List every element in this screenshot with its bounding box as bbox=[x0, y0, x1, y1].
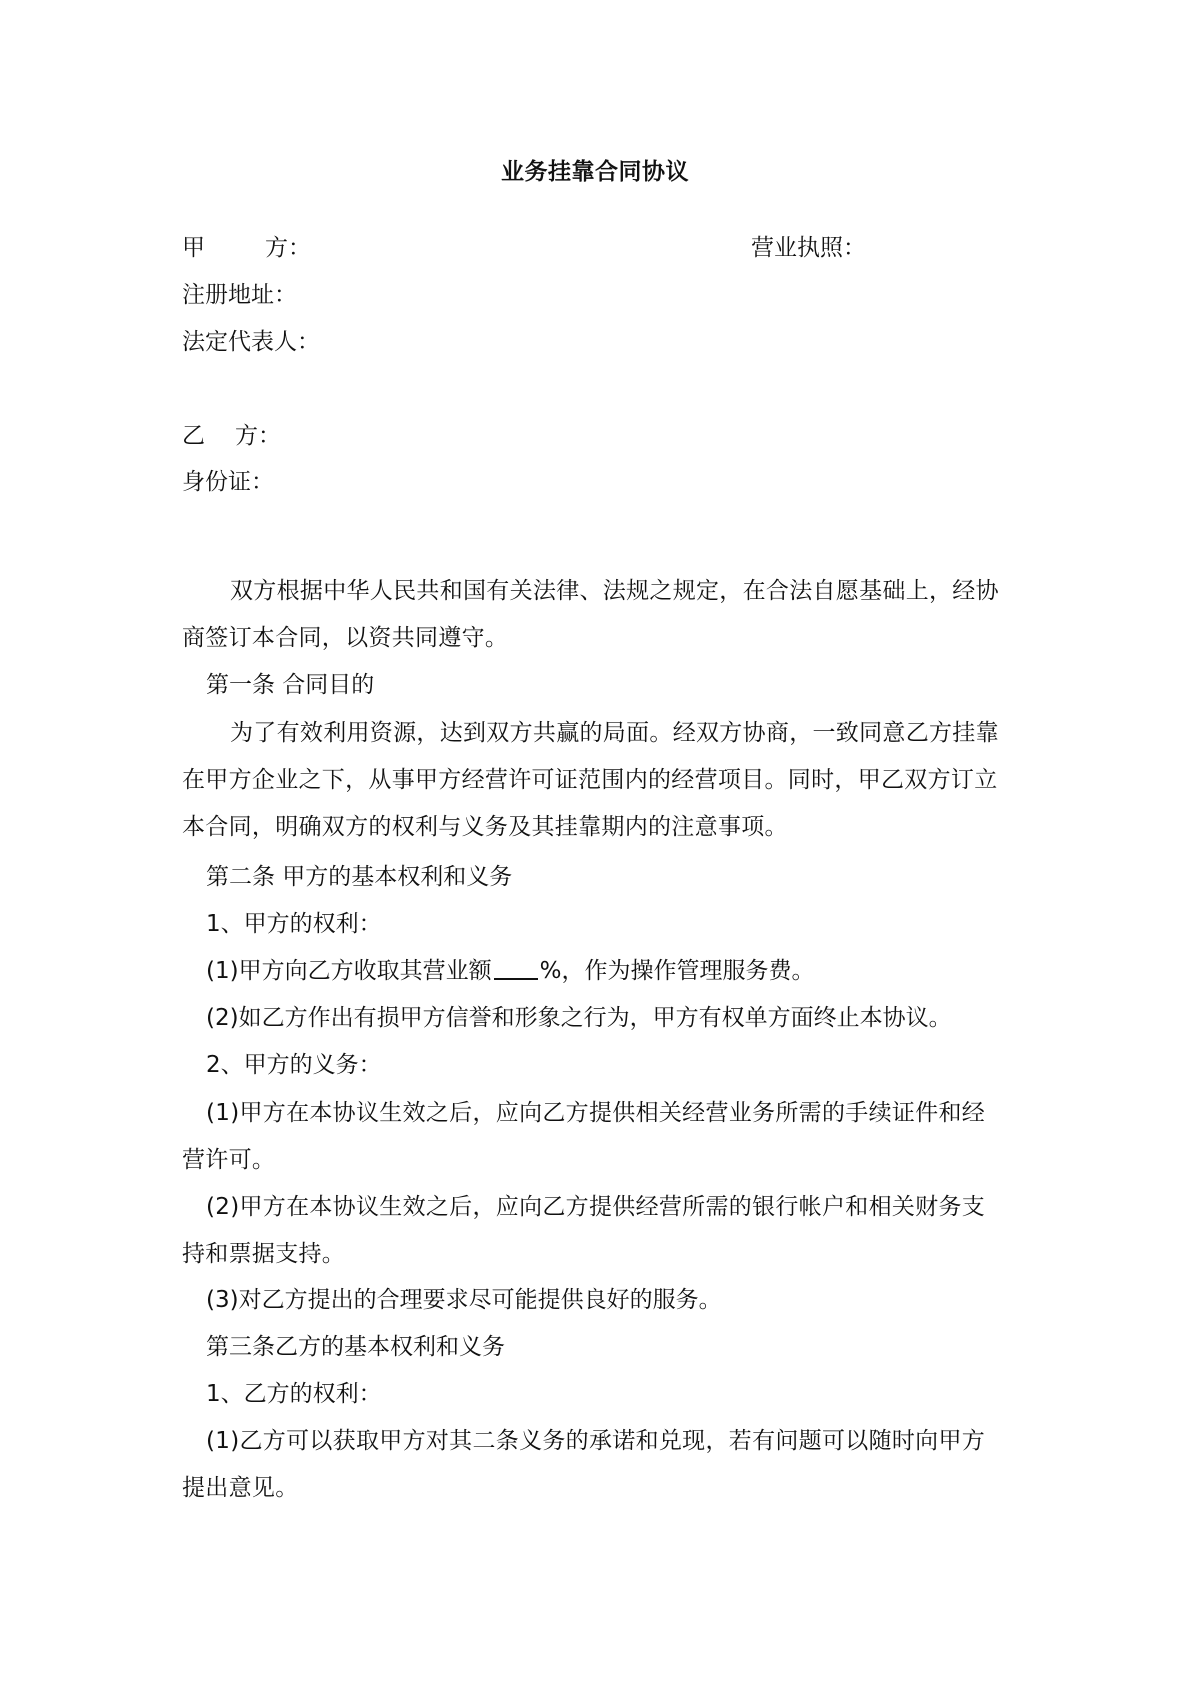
business-license-label: 营业执照： bbox=[751, 235, 866, 261]
party-b-label-char: 乙 bbox=[182, 423, 205, 449]
party-a-duty-1 bbox=[182, 1090, 1022, 1184]
party-a-duty-2 bbox=[182, 1184, 1022, 1278]
party-a-right-1 bbox=[206, 956, 814, 986]
intro-paragraph bbox=[182, 568, 1022, 662]
article-1-line-3: 本合同，明确双方的权利与义务及其挂靠期内的注意事项。 bbox=[182, 814, 788, 840]
party-a-duties-heading: 2、甲方的义务： bbox=[206, 1052, 382, 1078]
duty-1-line-2: 营许可。 bbox=[182, 1147, 276, 1173]
party-a-label-suffix: 方： bbox=[265, 235, 311, 261]
right-1-suffix: %，作为操作管理服务费。 bbox=[539, 958, 815, 984]
article-1-heading: 第一条 合同目的 bbox=[206, 672, 375, 698]
article-1-body bbox=[182, 710, 1022, 851]
legal-representative-label: 法定代表人： bbox=[182, 329, 320, 355]
party-a-rights-heading: 1、甲方的权利： bbox=[206, 911, 382, 937]
party-a-duty-3: (3)对乙方提出的合理要求尽可能提供良好的服务。 bbox=[206, 1287, 722, 1313]
party-b-rights-heading: 1、乙方的权利： bbox=[206, 1381, 382, 1407]
party-b-right-1-line-1: (1)乙方可以获取甲方对其二条义务的承诺和兑现，若有问题可以随时向甲方 bbox=[206, 1428, 986, 1454]
party-b-right-1 bbox=[182, 1418, 1022, 1512]
article-3-heading: 第三条乙方的基本权利和义务 bbox=[206, 1334, 505, 1360]
party-b-name-field bbox=[182, 421, 1012, 451]
right-1-prefix: (1)甲方向乙方收取其营业额 bbox=[206, 958, 492, 984]
id-card-label: 身份证： bbox=[182, 469, 274, 495]
duty-1-line-1: (1)甲方在本协议生效之后，应向乙方提供相关经营业务所需的手续证件和经 bbox=[206, 1100, 986, 1126]
article-2-heading: 第二条 甲方的基本权利和义务 bbox=[206, 864, 513, 890]
party-b-right-1-line-2: 提出意见。 bbox=[182, 1475, 299, 1501]
intro-line-2: 商签订本合同，以资共同遵守。 bbox=[182, 625, 509, 651]
party-a-label-char: 甲 bbox=[182, 235, 205, 261]
party-b-label-suffix: 方： bbox=[235, 423, 281, 449]
duty-2-line-2: 持和票据支持。 bbox=[182, 1241, 346, 1267]
fee-percentage-blank bbox=[494, 958, 538, 980]
document-title: 业务挂靠合同协议 bbox=[501, 159, 689, 185]
article-1-line-1: 为了有效利用资源，达到双方共赢的局面。经双方协商，一致同意乙方挂靠 bbox=[230, 720, 999, 746]
duty-2-line-1: (2)甲方在本协议生效之后，应向乙方提供经营所需的银行帐户和相关财务支 bbox=[206, 1194, 986, 1220]
party-a-right-2: (2)如乙方作出有损甲方信誉和形象之行为，甲方有权单方面终止本协议。 bbox=[206, 1005, 952, 1031]
intro-line-1: 双方根据中华人民共和国有关法律、法规之规定，在合法自愿基础上，经协 bbox=[230, 578, 999, 604]
registered-address-label: 注册地址： bbox=[182, 282, 297, 308]
party-a-name-field bbox=[182, 233, 1012, 263]
article-1-line-2: 在甲方企业之下，从事甲方经营许可证范围内的经营项目。同时，甲乙双方订立 bbox=[182, 767, 998, 793]
